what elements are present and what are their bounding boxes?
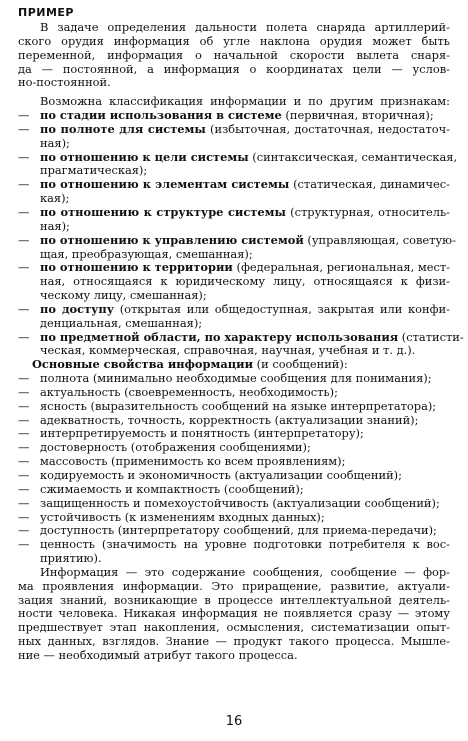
list-item-line [18, 192, 450, 206]
dash-marker: — [18, 108, 30, 123]
list-item-line: — устойчивость (к изменениям входных данных); [18, 509, 325, 524]
dash-marker: — [18, 121, 30, 136]
list-item-line [18, 123, 450, 137]
final-paragraph [18, 566, 450, 663]
list-item-line: — достоверность (отображения сообщениями); [18, 440, 311, 455]
list-item-line: приятию). [40, 551, 102, 566]
text-line: переменной, информация о начальной скорости вылета снаря- [18, 47, 450, 62]
list-item-text: (федеральная, региональная, мест- [232, 260, 450, 275]
list-item-line: — адекватность, точность, корректность (актуализации знаний); [18, 412, 419, 427]
dash-marker: — [18, 371, 30, 386]
text-line: но-постоянной. [18, 75, 111, 90]
list-item-line [18, 248, 450, 262]
properties-heading [18, 358, 450, 372]
list-item-text: (управляющая, советую- [303, 232, 456, 247]
list-item-text: ная, относящаяся к юридическому лицу, относящаяся к физи- [40, 274, 450, 289]
list-item-text: (избыточная, достаточная, недостаточ- [205, 121, 450, 136]
dash-marker: — [18, 329, 30, 344]
list-item-term: по отношению к территории [40, 260, 233, 275]
dash-marker: — [18, 426, 30, 441]
list-item-line: — кодируемость и экономичность (актуализации сообщений); [18, 468, 402, 482]
text-line: ние — необходимый атрибут такого процесса. [18, 647, 298, 662]
dash-marker: — [18, 454, 30, 469]
dash-marker: — [18, 204, 30, 219]
properties-heading-tail: (и сообщений): [253, 357, 348, 372]
list-item-text: прагматическая); [40, 163, 148, 178]
list-item-term: по отношению к структуре системы [40, 204, 286, 219]
list-item-line [18, 261, 450, 275]
page-number: 16 [225, 714, 243, 729]
dash-marker: — [18, 481, 30, 496]
list-item-line [18, 329, 464, 345]
list-item-term: по отношению к элементам системы [40, 177, 290, 192]
text-line: В задаче определения дальности полета снаряда артиллерий- [40, 20, 450, 34]
list-item-line [18, 303, 450, 317]
dash-marker: — [18, 440, 30, 455]
list-item-line [18, 164, 450, 178]
list-item-line [18, 220, 450, 234]
list-item-term: по полноте для системы [40, 121, 206, 136]
properties-list [18, 372, 450, 566]
dash-marker: — [18, 177, 30, 192]
list-item-line: — актуальность (своевременность, необходимость); [18, 384, 338, 399]
list-item-line: — интерпретируемость и понятность (интерпретатору); [18, 426, 364, 441]
dash-marker: — [18, 537, 30, 552]
list-item-text: кая); [40, 191, 70, 206]
dash-marker: — [18, 232, 30, 247]
list-item-text: (структурная, относитель- [285, 204, 451, 219]
text-line: ма проявления информации. Это приращение, развитие, актуали- [18, 578, 450, 593]
list-item-term: по отношению к управлению системой [40, 232, 304, 247]
dash-marker: — [18, 384, 30, 399]
text-line: зация знаний, возникающие в процессе интеллектуальной деятель- [18, 592, 450, 607]
list-item-text: ная); [40, 218, 70, 233]
list-item-text: щая, преобразующая, смешанная); [40, 246, 253, 261]
list-item-line [18, 109, 450, 123]
list-item-term: по предметной области, по характеру использования [40, 329, 399, 344]
classification-list [18, 108, 464, 358]
list-item-term: по стадии использования в системе [40, 108, 282, 123]
list-item-line [18, 178, 450, 192]
dash-marker: — [18, 398, 30, 413]
list-item-line [18, 232, 456, 248]
text-line: предшествует этап накопления, осмысления, систематизации опыт- [18, 620, 450, 635]
example-paragraph [18, 21, 450, 90]
list-item-text: (статисти- [398, 329, 464, 344]
dash-marker: — [18, 149, 30, 164]
dash-marker: — [18, 495, 30, 510]
dash-marker: — [18, 260, 30, 275]
text-line: да — постоянной, а информация о координатах цели — услов- [18, 61, 450, 76]
list-item-line [18, 137, 450, 151]
properties-heading-bold: Основные свойства информации [32, 357, 254, 372]
list-item-line [18, 344, 450, 358]
list-item-line: — ценность (значимость на уровне подготовки потребителя к вос- [18, 537, 450, 552]
dash-marker: — [18, 412, 30, 427]
dash-marker: — [18, 523, 30, 538]
list-item-text: ческая, коммерческая, справочная, научная, учебная и т. д.). [40, 343, 416, 358]
dash-marker: — [18, 301, 30, 316]
dash-marker: — [18, 509, 30, 524]
list-item-text: денциальная, смешанная); [40, 315, 203, 330]
list-item-term: по доступу [40, 301, 115, 316]
list-item-line [18, 149, 458, 165]
list-item-line [18, 289, 450, 303]
list-item-text: (открытая или общедоступная, закрытая или конфи- [114, 301, 450, 316]
list-item-line: — ясность (выразительность сообщений на языке интерпретатора); [18, 398, 437, 413]
list-item-line [18, 206, 450, 220]
list-item-term: по отношению к цели системы [40, 149, 249, 164]
text-line: Информация — это содержание сообщения, сообщение — фор- [40, 564, 450, 579]
text-line: ского орудия информация об угле наклона орудия может быть [18, 33, 450, 48]
list-item-text: ная); [40, 135, 70, 150]
text-line: ных данных, взглядов. Знание — продукт такого процесса. Мышле- [18, 634, 450, 649]
list-item-text: (первичная, вторичная); [281, 108, 434, 123]
list-item-line [18, 317, 450, 331]
list-item-text: ческому лицу, смешанная); [40, 288, 207, 303]
list-item-line: — доступность (интерпретатору сообщений, для приема-передачи); [18, 523, 437, 538]
classification-intro: Возможна классификация информации и по другим признакам: [40, 94, 450, 109]
example-heading: ПРИМЕР [18, 6, 74, 19]
list-item-line: — сжимаемость и компактность (сообщений); [18, 481, 304, 496]
list-item-text: (синтаксическая, семантическая, [248, 149, 458, 164]
list-item-line: — полнота (минимально необходимые сообщения для понимания); [18, 371, 432, 386]
dash-marker: — [18, 468, 30, 482]
text-line: ности человека. Никакая информация не появляется сразу — этому [18, 606, 450, 621]
list-item-line: — защищенность и помехоустойчивость (актуализации сообщений); [18, 495, 440, 510]
list-item-text: (статическая, динамичес- [289, 177, 451, 192]
list-item-line: — массовость (применимость ко всем проявлениям); [18, 454, 346, 469]
list-item-line [18, 275, 450, 289]
